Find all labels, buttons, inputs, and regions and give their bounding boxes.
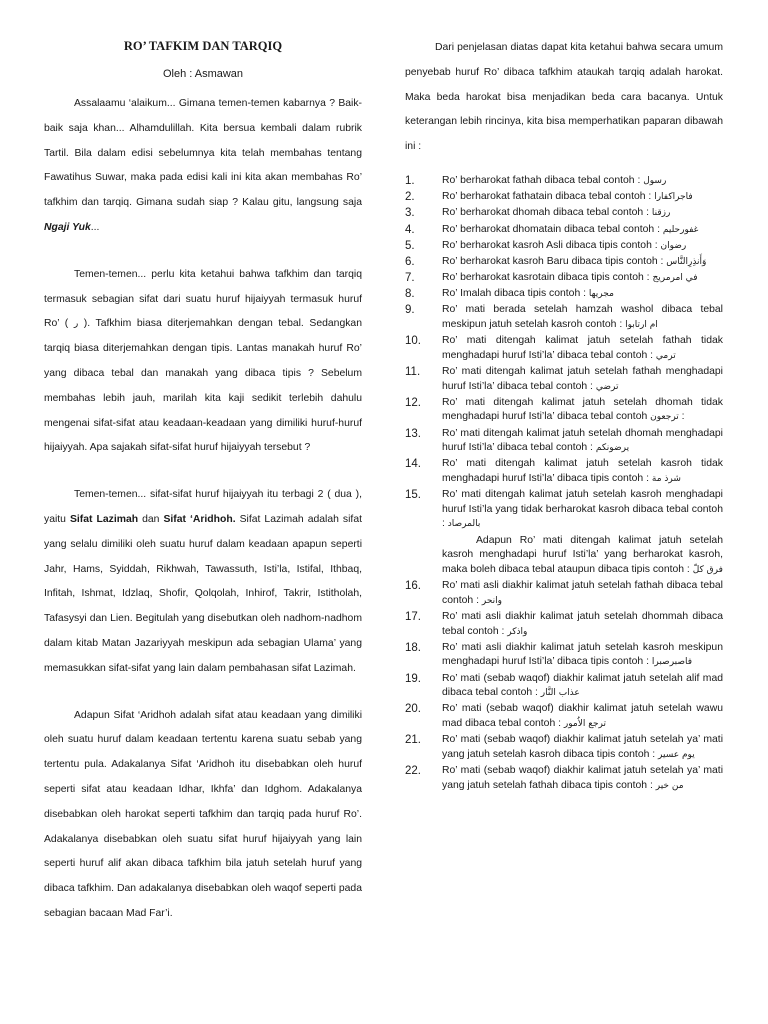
arabic-example: يوم عسير: [658, 749, 695, 760]
list-item-description: Ro’ berharokat dhomatain dibaca tebal contoh :: [442, 223, 663, 235]
list-item-text: [442, 174, 723, 189]
paragraph-text: ). Tafkhim biasa diterjemahkan dengan tebal. Sedangkan tarqiq biasa diterjemahkan dengan tipis. Lantas manakah huruf Ro’ yang dibaca tebal dan manakah yang dibaca tipis ? Sebelum membahas lebih jauh, marilah kita kaji sedikit terlebih dahulu mengenai sifat-sifat atau keadaan-keadaan yang dimiliki huruf-huruf hijaiyyah. Apa sajakah sifat-sifat huruf hijaiyyah tersebut ?: [44, 318, 362, 454]
arabic-example: في امرمريج: [652, 273, 698, 284]
list-item: [405, 702, 723, 731]
list-item-number: 2.: [405, 191, 415, 204]
list-item: [405, 206, 723, 221]
list-item-text: [442, 488, 723, 532]
arabic-example: فاصبرصبرا: [651, 657, 693, 668]
list-item-description: Ro’ mati asli diakhir kalimat jatuh setelah fathah dibaca tebal contoh :: [442, 580, 723, 606]
list-item-number: 6.: [405, 255, 415, 268]
arabic-example: ترمي: [655, 350, 676, 361]
list-item-description: Ro’ mati (sebab waqof) diakhir kalimat jatuh setelah wawu mad dibaca tebal contoh :: [442, 703, 723, 730]
arabic-example: غفورحليم: [662, 224, 699, 235]
list-item: [405, 610, 723, 639]
list-item: [405, 733, 723, 762]
list-item-number: 10.: [405, 335, 421, 348]
list-item-number: 21.: [405, 734, 421, 747]
list-item-number: 9.: [405, 304, 415, 317]
list-item: [405, 287, 723, 302]
list-item-text: [442, 702, 723, 731]
paragraph-text: dan: [138, 513, 164, 525]
list-item-description: Ro’ mati ditengah kalimat jatuh setelah kasroh menghadapi huruf Isti’la yang tidak berharokat kasroh dibaca tebal contoh :: [442, 489, 723, 530]
list-item-description: Ro’ mati ditengah kalimat jatuh setelah dhomah tidak menghadapi huruf Isti’la’ dibaca tebal contoh: [442, 396, 723, 423]
list-item: [405, 457, 723, 486]
left-column: [44, 36, 362, 927]
list-item: [405, 255, 723, 270]
list-item: [405, 303, 723, 332]
list-item-description: Ro’ berharokat kasrotain dibaca tipis contoh :: [442, 272, 653, 284]
article-author: Oleh : Asmawan: [162, 68, 244, 80]
list-item-description: Ro’ Imalah dibaca tipis contoh :: [442, 288, 589, 300]
paragraph-text: Temen-temen... perlu kita ketahui bahwa tafkhim dan tarqiq termasuk sebagian sifat dari suatu huruf hijaiyyah termasuk huruf Ro’ (: [44, 268, 362, 330]
emphasis-sifat-lazimah: Sifat Lazimah: [69, 513, 139, 525]
list-item-text: [442, 641, 723, 670]
list-item-number: 11.: [405, 366, 421, 379]
arabic-example: عذاب النَّار: [540, 688, 580, 699]
list-item-text: [442, 764, 723, 793]
arabic-example: ام ارتابوا: [625, 320, 658, 331]
article-title: RO’ TAFKIM DAN TARQIQ: [123, 39, 283, 53]
list-item-text: [442, 427, 723, 456]
list-item-number: 8.: [405, 288, 415, 301]
list-item-description: Ro’ mati ditengah kalimat jatuh setelah kasroh tidak menghadapi huruf Isti’la’ dibaca tipis contoh :: [442, 458, 723, 484]
list-item: [405, 579, 723, 608]
list-item-description: Ro’ mati ditengah kalimat jatuh setelah dhomah menghadapi huruf Isti’la’ dibaca tebal contoh :: [442, 427, 723, 454]
list-item: [405, 641, 723, 670]
list-item-number: 22.: [405, 765, 421, 778]
arabic-example: مجريها: [588, 289, 614, 300]
list-item-text: [442, 223, 723, 238]
arabic-example: ترضي: [595, 381, 619, 392]
paragraph-intro-list: Dari penjelasan diatas dapat kita ketahui bahwa secara umum penyebab huruf Ro’ dibaca tafkhim ataukah tarqiq adalah harokat. Maka beda harokat bisa menjadikan beda cara bacanya. Untuk keterangan lebih rincinya, kita bisa memperhatikan paparan dibawah ini :: [405, 42, 723, 153]
list-item-number: 14.: [405, 458, 421, 471]
list-item-description: Ro’ berharokat dhomah dibaca tebal contoh :: [442, 207, 652, 219]
list-item-text: [442, 239, 723, 254]
list-item: [405, 223, 723, 238]
list-item-description: Ro’ berharokat kasroh Asli dibaca tipis contoh :: [442, 239, 661, 251]
list-item-text: [442, 457, 723, 486]
list-item-text: [442, 672, 723, 701]
arabic-example: وانحر: [481, 595, 502, 606]
list-item-description: Ro’ mati berada setelah hamzah washol dibaca tebal meskipun jatuh setelah kasroh contoh :: [442, 304, 723, 331]
list-item-description: Ro’ mati ditengah kalimat jatuh setelah fathah tidak menghadapi huruf Isti’la’ dibaca tebal contoh :: [442, 335, 723, 361]
list-item-text: [442, 303, 723, 332]
list-item: [405, 239, 723, 254]
list-item: [405, 427, 723, 456]
arabic-example: رضوان: [660, 240, 687, 251]
list-item: [405, 334, 723, 363]
list-item: [405, 396, 723, 425]
arabic-example: فرق كلّ: [692, 564, 723, 575]
arabic-example: يرضونكم: [595, 443, 630, 454]
list-item-number: 12.: [405, 396, 421, 409]
list-item-text: [442, 610, 723, 639]
list-item: [405, 174, 723, 189]
list-item-description: Ro’ mati asli diakhir kalimat jatuh setelah kasroh meskipun menghadapi huruf Isti’la’ dibaca tipis contoh :: [442, 641, 723, 668]
list-item-number: 1.: [405, 174, 415, 187]
list-item-description: Ro’ berharokat fathah dibaca tebal contoh :: [442, 174, 644, 186]
arabic-example: فاجراكفارا: [654, 192, 693, 203]
emphasis-sifat-aridhoh: Sifat ‘Aridhoh.: [163, 513, 236, 525]
arabic-example: شرذ مة: [651, 473, 681, 484]
paragraph-sifat-aridhoh: Adapun Sifat ‘Aridhoh adalah sifat atau keadaan yang dimiliki oleh suatu huruf dalam keadaan tertentu karena suatu sebab yang tertentu pula. Adakalanya Sifat ‘Aridhoh itu disebabkan oleh huruf seperti sifat atau keadaan Idhar, Ikhfa’ dan Idghom. Adakalanya disebabkan oleh harokat seperti tafkhim dan tarqiq pada huruf Ro’. Adakalanya disebabkan oleh suatu sifat huruf hijaiyyah yang lain seperti huruf alif akan dibaca tafkhim bila jatuh setelah huruf yang dibaca tafkhim. Dan adakalanya disebabkan oleh waqof seperti pada sebagian bacaan Mad Far’i.: [44, 709, 362, 919]
list-item-description: Ro’ berharokat kasroh Baru dibaca tipis contoh :: [442, 255, 667, 267]
paragraph-text: Sifat Lazimah adalah sifat yang selalu dimiliki oleh suatu huruf dalam keadaan apapun seperti Jahr, Hams, Syiddah, Rikhwah, Tawassuth, Isti’la, Istifal, Ithbaq, Infitah, Ishmat, Idzlaq, Shofir, Qolqolah, Inhirof, Takrir, Istitholah, Tafasysyi dan Lien. Begitulah yang disebutkan oleh nadhom-nadhom dalam kitab Matan Jazariyyah meskipun ada sebagian Ulama’ yang memasukkan sifat-sifat yang lain dalam pembahasan sifat Lazimah.: [44, 513, 362, 674]
list-item-number: 19.: [405, 672, 421, 685]
list-item-number: 5.: [405, 239, 415, 252]
arabic-example: ترجع الاُمور: [563, 719, 607, 730]
list-item-number: 15.: [405, 489, 421, 502]
arabic-example: من خير: [655, 780, 684, 791]
list-note-text: Adapun Ro’ mati ditengah kalimat jatuh setelah kasroh menghadapi huruf Isti’la’ yang berharokat kasroh, maka boleh dibaca tebal ataupun dibaca tipis contoh :: [442, 534, 723, 575]
list-item-number: 4.: [405, 223, 415, 236]
list-item-description: Ro’ mati asli diakhir kalimat jatuh setelah dhommah dibaca tebal contoh :: [442, 611, 723, 637]
list-item: [405, 488, 723, 532]
list-item-description: Ro’ mati (sebab waqof) diakhir kalimat jatuh setelah alif mad dibaca tebal contoh :: [442, 672, 723, 699]
arabic-example: بالمرصاد: [447, 519, 481, 530]
list-item-number: 16.: [405, 580, 421, 593]
list-item-description: Ro’ mati ditengah kalimat jatuh setelah fathah menghadapi huruf Isti’la’ dibaca tebal contoh :: [442, 366, 723, 392]
emphasis-ngaji-yuk: Ngaji Yuk: [44, 221, 91, 233]
list-item-description: Ro’ berharokat fathatain dibaca tebal contoh :: [442, 191, 655, 203]
arabic-example: واذكر: [507, 626, 528, 637]
paragraph-sifat-lazimah: [44, 483, 362, 681]
list-item-text: [442, 190, 723, 205]
list-item-description: Ro’ mati (sebab waqof) diakhir kalimat jatuh setelah ya’ mati yang jatuh setelah fathah dibaca tipis contoh :: [442, 765, 723, 791]
paragraph-text: ...: [90, 221, 100, 233]
list-item-text: [442, 365, 723, 394]
list-item: [405, 764, 723, 793]
list-item: [405, 365, 723, 394]
paragraph-tafkhim-tarqiq: [44, 263, 362, 461]
list-item-text: [442, 579, 723, 608]
arabic-ro-letter: ر: [73, 319, 79, 330]
paragraph-text: Assalaamu ‘alaikum... Gimana temen-temen kabarnya ? Baik-baik saja khan... Alhamdulillah. Kita bersua kembali dalam rubrik Tartil. Bila dalam edisi sebelumnya kita telah membahas tentang Fawatihus Suwar, maka pada edisi kali ini kita akan membahas Ro’ tafkhim dan tarqiq. Gimana sudah siap ? Kalau gitu, langsung saja: [44, 98, 362, 209]
list-item-number: 3.: [405, 207, 415, 220]
list-item-text: [442, 396, 723, 425]
right-column: [405, 36, 723, 795]
paragraph-text: Temen-temen... sifat-sifat huruf hijaiyyah itu terbagi 2 ( dua ), yaitu: [44, 489, 362, 525]
list-item-tail: :: [678, 411, 685, 423]
list-item: [405, 672, 723, 701]
list-item: [405, 271, 723, 286]
arabic-example: رسول: [643, 175, 667, 186]
arabic-example: وَأَنذِرِالنَّاس: [666, 256, 707, 267]
list-item-number: 13.: [405, 427, 421, 440]
list-note: [405, 534, 723, 578]
arabic-example: رزقنا: [651, 208, 671, 219]
list-item-description: Ro’ mati (sebab waqof) diakhir kalimat jatuh setelah ya’ mati yang jatuh setelah kasroh dibaca tipis contoh :: [442, 734, 723, 760]
list-item-number: 17.: [405, 611, 421, 624]
list-item-text: [442, 255, 723, 270]
list-item-number: 20.: [405, 703, 421, 716]
rule-list: [405, 174, 723, 793]
list-item-text: [442, 334, 723, 363]
list-item-text: [442, 287, 723, 302]
paragraph-greeting: [44, 92, 362, 241]
list-item-text: [442, 271, 723, 286]
list-item-number: 18.: [405, 641, 421, 654]
arabic-example: ترجعون: [650, 412, 679, 423]
list-item: [405, 190, 723, 205]
list-item-number: 7.: [405, 272, 415, 285]
list-item-text: [442, 733, 723, 762]
list-item-text: [442, 206, 723, 221]
